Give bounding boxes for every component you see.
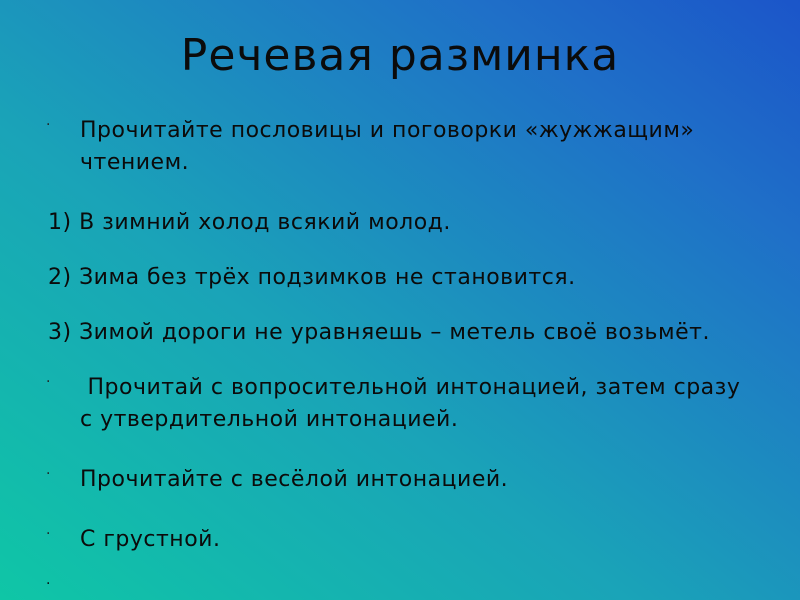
list-item-text: Прочитай с вопросительной интонацией, затем сразу с утвердительной интонацией.	[80, 375, 748, 432]
list-item-cutoff	[40, 574, 760, 588]
list-item-bullet	[40, 524, 760, 556]
list-item-numbered: 3) Зимой дороги не уравняешь – метель своё возьмёт.	[48, 320, 710, 345]
bullet-icon: ·	[46, 526, 51, 542]
list-item-text: С грустной.	[80, 527, 221, 552]
list-item-text: Прочитайте с весёлой интонацией.	[80, 467, 509, 492]
slide-content	[40, 115, 760, 588]
list-item-text: Прочитайте пословицы и поговорки «жужжащим» чтением.	[80, 118, 695, 175]
slide-title: Речевая разминка	[180, 30, 620, 81]
bullet-icon: ·	[46, 374, 51, 390]
bullet-icon: ·	[46, 576, 51, 588]
list-item-bullet	[40, 115, 760, 179]
list-item-numbered: 2) Зима без трёх подзимков не становится.	[48, 265, 576, 290]
list-item-numbered: 1) В зимний холод всякий молод.	[48, 210, 451, 235]
bullet-icon: ·	[46, 466, 51, 482]
list-item-bullet	[40, 464, 760, 496]
bullet-icon: ·	[46, 117, 51, 133]
list-item-bullet	[40, 372, 760, 436]
